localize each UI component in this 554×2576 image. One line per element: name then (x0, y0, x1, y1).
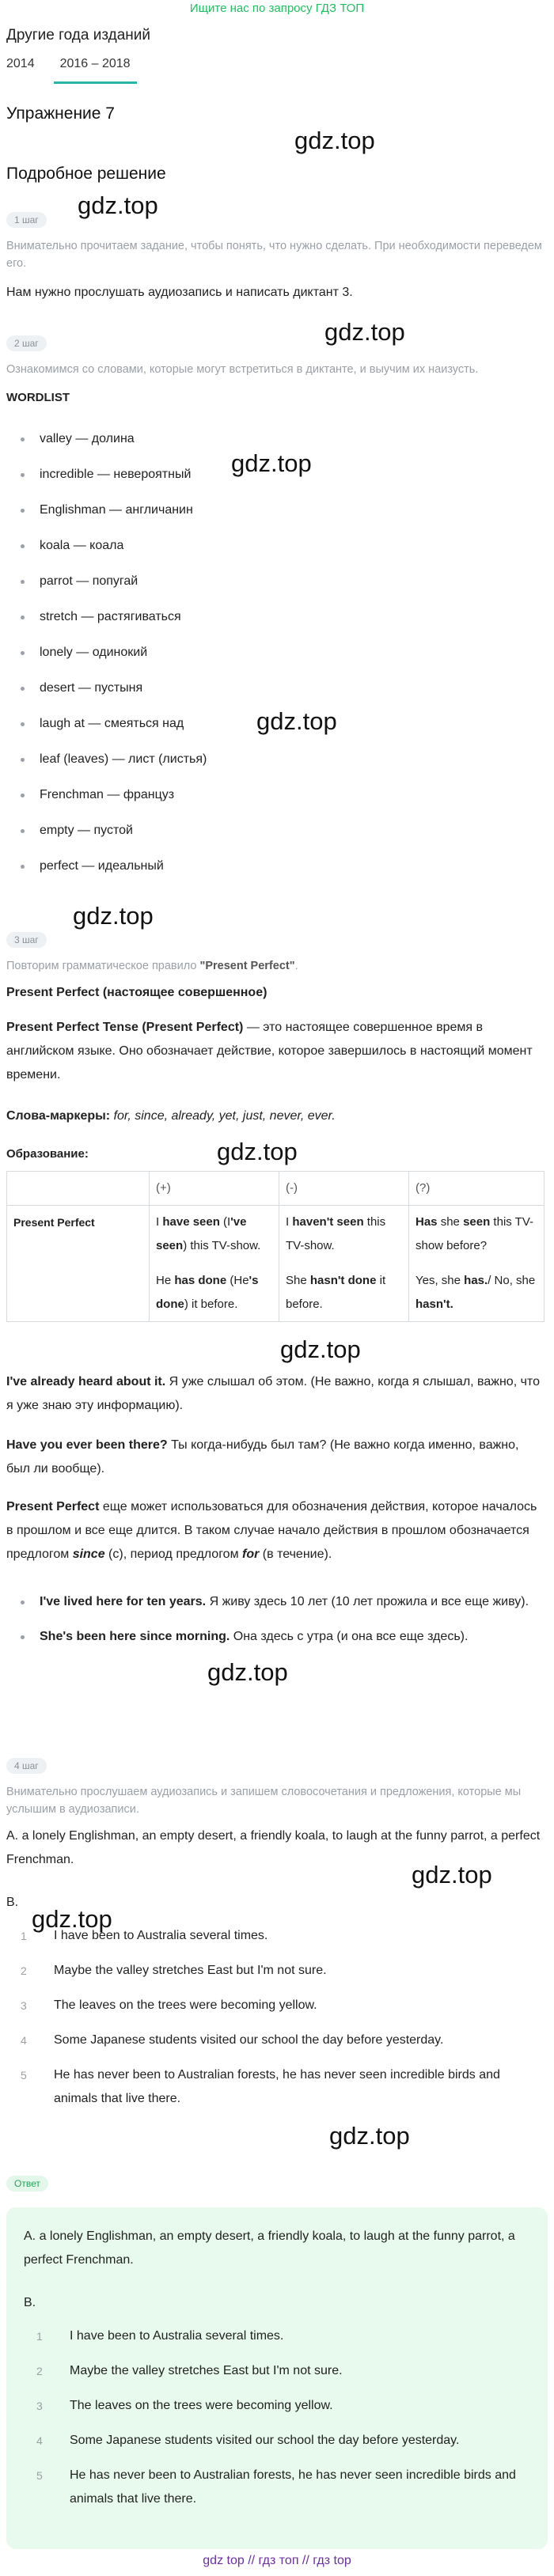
list-item: desert — пустыня (21, 676, 207, 712)
footer-links[interactable]: gdz top // гдз топ // гдз top (203, 2554, 351, 2567)
dictation-part-b-label: B. (6, 1896, 19, 1909)
list-item: leaf (leaves) — лист (листья) (21, 748, 207, 783)
list-item: empty — пустой (21, 819, 207, 854)
step-text: Нам нужно прослушать аудиозапись и написать диктант 3. (6, 286, 353, 299)
formation-label: Образование: (6, 1147, 89, 1161)
watermark: gdz.top (412, 1861, 492, 1888)
table-cell: Has she seen this TV-show before? Yes, she has./ No, she hasn't. (409, 1206, 545, 1322)
watermark: gdz.top (329, 2122, 410, 2150)
table-cell: I have seen (I've seen) this TV-show. He has done (He's done) it before. (150, 1206, 279, 1322)
search-promo-link[interactable]: Ищите нас по запросу ГДЗ ТОП (189, 2, 365, 15)
table-cell: (?) (409, 1172, 545, 1206)
list-item: lonely — одинокий (21, 641, 207, 676)
list-item: laugh at — смеяться над (21, 712, 207, 748)
step-description: Внимательно прослушаем аудиозапись и запишем словосочетания и предложения, которые мы услышим в аудиозаписи. (6, 1786, 522, 1816)
wordlist (21, 427, 207, 890)
watermark: gdz.top (32, 1905, 112, 1933)
list-item: 1 I have been to Australia several times. (36, 2329, 284, 2343)
watermark: gdz.top (280, 1335, 361, 1363)
table-cell: (+) (150, 1172, 279, 1206)
table-cell (7, 1172, 150, 1206)
example-sentence: I've already heard about it. Я уже слышал об этом. (Не важно, когда я слышал, важно, что я уже знаю эту информацию). (6, 1375, 540, 1412)
table-row (7, 1206, 545, 1322)
watermark: gdz.top (78, 191, 158, 219)
answer-part-b-label: B. (24, 2296, 36, 2309)
dictation-part-a: A. a lonely Englishman, an empty desert, a friendly koala, to laugh at the funny parrot, a perfect Frenchman. (6, 1829, 541, 1866)
markers-text: Слова-маркеры: for, since, already, yet, just, never, ever. (6, 1109, 336, 1123)
list-item: 3 The leaves on the trees were becoming yellow. (21, 1998, 317, 2012)
table-cell: Present Perfect (7, 1206, 150, 1322)
list-item: 1 I have been to Australia several times. (21, 1929, 268, 1942)
step-badge: 2 шаг (6, 335, 47, 351)
answer-badge: Ответ (6, 2176, 48, 2191)
list-item: 2 Maybe the valley stretches East but I'm not sure. (21, 1964, 327, 1977)
table-cell: I haven't seen this TV-show. She hasn't done it before. (279, 1206, 409, 1322)
year-tabs (6, 57, 137, 84)
list-item: parrot — попугай (21, 570, 207, 605)
other-years-title: Другие года изданий (6, 27, 150, 44)
list-item: Frenchman — француз (21, 783, 207, 819)
solution-title: Подробное решение (6, 165, 166, 183)
example-list (21, 1590, 543, 1649)
dictation-sentences (21, 1924, 527, 2111)
step-description: Внимательно прочитаем задание, чтобы понять, что нужно сделать. При необходимости переведем его. (6, 240, 542, 270)
watermark: gdz.top (231, 449, 312, 477)
list-item: koala — коала (21, 534, 207, 570)
step-badge: 1 шаг (6, 212, 47, 228)
list-item: I've lived here for ten years. Я живу здесь 10 лет (10 лет прожила и все еще живу). (21, 1590, 543, 1614)
table-row (7, 1172, 545, 1206)
exercise-title: Упражнение 7 (6, 104, 115, 123)
watermark: gdz.top (324, 318, 405, 346)
rule-definition: Present Perfect Tense (Present Perfect) — это настоящее совершенное время в английском языке. Оно обозначает действие, которое завершилось в настоящий момент времени. (6, 1021, 533, 1082)
list-item: 4 Some Japanese students visited our school the day before yesterday. (36, 2434, 460, 2447)
step-badge: 4 шаг (6, 1758, 47, 1774)
list-item: 5 He has never been to Australian forests, he has never seen incredible birds and animals that live there. (36, 2468, 516, 2506)
example-sentence: Have you ever been there? Ты когда-нибудь был там? (Не важно когда именно, важно, был ли вообще). (6, 1438, 519, 1476)
list-item: 2 Maybe the valley stretches East but I'm not sure. (36, 2364, 343, 2377)
list-item: 4 Some Japanese students visited our school the day before yesterday. (21, 2033, 444, 2047)
wordlist-title: WORDLIST (6, 391, 70, 404)
watermark: gdz.top (217, 1138, 298, 1165)
list-item: incredible — невероятный (21, 463, 207, 498)
list-item: stretch — растягиваться (21, 605, 207, 641)
year-tab-2016-2018[interactable]: 2016 – 2018 (54, 57, 137, 84)
step-description: Повторим грамматическое правило "Present Perfect". (6, 960, 298, 972)
list-item: 5 He has never been to Australian forests, he has never seen incredible birds and animals that live there. (21, 2068, 500, 2105)
top-banner (0, 0, 554, 17)
list-item: perfect — идеальный (21, 854, 207, 890)
step-badge: 3 шаг (6, 932, 47, 948)
step-description: Ознакомимся со словами, которые могут встретиться в диктанте, и выучим их наизусть. (6, 363, 479, 376)
grammar-table (6, 1171, 545, 1322)
list-item: 3 The leaves on the trees were becoming yellow. (36, 2399, 333, 2412)
rule-heading: Present Perfect (настоящее совершенное) (6, 986, 268, 999)
watermark: gdz.top (73, 902, 154, 930)
list-item: She's been here since morning. Она здесь с утра (и она все еще здесь). (21, 1625, 543, 1649)
answer-part-a: A. a lonely Englishman, an empty desert, a friendly koala, to laugh at the funny parrot, a perfect Frenchman. (24, 2229, 515, 2267)
watermark: gdz.top (294, 127, 375, 154)
watermark: gdz.top (256, 707, 337, 735)
list-item: valley — долина (21, 427, 207, 463)
table-cell: (-) (279, 1172, 409, 1206)
usage-note: Present Perfect еще может использоваться для обозначения действия, которое началось в прошлом и все еще длится. В таком случае начало действия в прошлом обозначается предлогом since (с), период предлогом for (в течение). (6, 1500, 537, 1561)
answer-sentences (36, 2324, 527, 2511)
year-tab-2014[interactable]: 2014 (6, 57, 35, 70)
watermark: gdz.top (207, 1658, 288, 1686)
list-item: Englishman — англичанин (21, 498, 207, 534)
